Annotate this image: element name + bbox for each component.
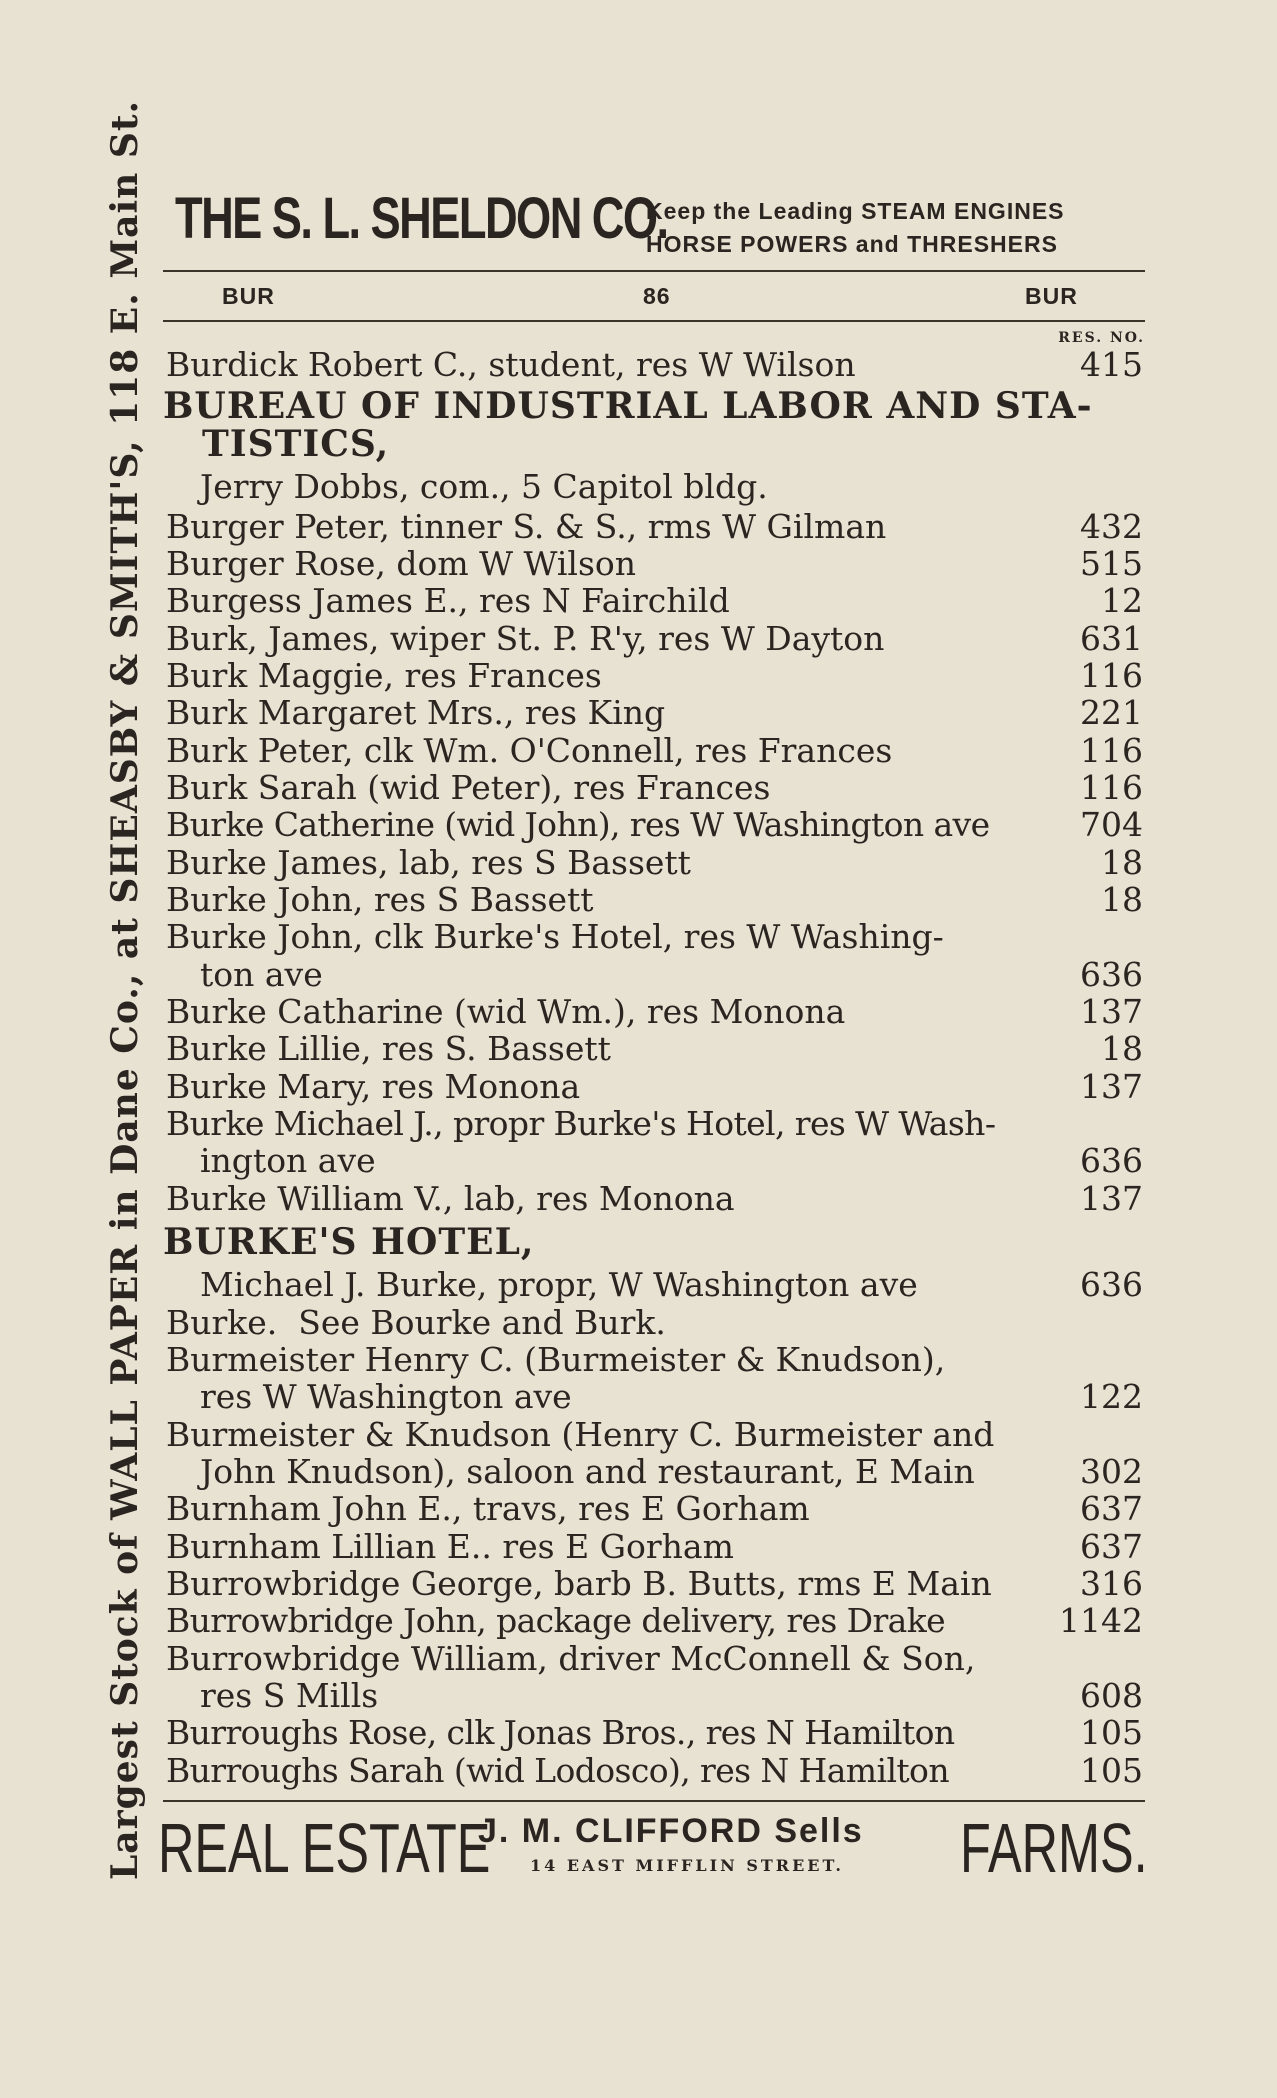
entry-text: Burroughs Rose, clk Jonas Bros., res N Hamilton (166, 1713, 955, 1752)
residence-number: 18 (1101, 880, 1143, 919)
entry-text: Burnham Lillian E.. res E Gorham (166, 1527, 734, 1566)
entry-text: Burrowbridge George, barb B. Butts, rms E Main (166, 1564, 992, 1603)
entry-text: Burger Rose, dom W Wilson (166, 544, 637, 583)
residence-number: 1142 (1059, 1601, 1143, 1640)
list-item (0, 1602, 1277, 1639)
residence-number: 432 (1080, 507, 1143, 546)
list-item (0, 1565, 1277, 1602)
residence-number: 221 (1080, 693, 1143, 732)
entry-text: Burk Peter, clk Wm. O'Connell, res Frances (166, 731, 893, 770)
list-item (0, 918, 1277, 955)
entry-text: Burrowbridge William, driver McConnell & Son, (166, 1639, 976, 1678)
residence-number: 116 (1080, 768, 1143, 807)
list-item (0, 1528, 1277, 1565)
running-head-rule (163, 320, 1145, 322)
entry-text: Burke Catharine (wid Wm.), res Monona (166, 992, 846, 1031)
entry-text: Burke James, lab, res S Bassett (166, 843, 691, 882)
list-item (0, 993, 1277, 1030)
section-heading-continued: TISTICS, (202, 423, 390, 465)
residence-number: 631 (1080, 619, 1143, 658)
list-item (0, 881, 1277, 918)
entry-text: res S Mills (200, 1676, 379, 1715)
entry-text: Burk, James, wiper St. P. R'y, res W Dayton (166, 619, 885, 658)
entry-text: Burrowbridge John, package delivery, res Drake (166, 1601, 946, 1640)
residence-number: 116 (1080, 656, 1143, 695)
entry-text: Burke Mary, res Monona (166, 1067, 581, 1106)
entry-text: Burk Margaret Mrs., res King (166, 693, 666, 732)
residence-number: 12 (1101, 581, 1143, 620)
running-head-right: BUR (1025, 283, 1078, 309)
running-head-left: BUR (222, 283, 275, 309)
list-item (0, 1416, 1277, 1453)
list-item (0, 1714, 1277, 1751)
list-item (0, 582, 1277, 619)
entry-text: ton ave (200, 955, 323, 994)
residence-number: 18 (1101, 843, 1143, 882)
footer-ad-address: 14 EAST MIFFLIN STREET. (530, 1856, 844, 1875)
residence-number: 105 (1080, 1713, 1143, 1752)
footer-rule (163, 1800, 1145, 1802)
entry-text: Burnham John E., travs, res E Gorham (166, 1489, 810, 1528)
residence-number: 636 (1080, 955, 1143, 994)
list-item (0, 1180, 1277, 1217)
ad-tagline-1: Keep the Leading STEAM ENGINES (646, 198, 1065, 224)
page-number: 86 (643, 283, 671, 309)
entry-text: Burdick Robert C., student, res W Wilson (166, 345, 856, 384)
entry-text: Burger Peter, tinner S. & S., rms W Gilman (166, 507, 887, 546)
residence-number: 515 (1080, 544, 1143, 583)
list-item (0, 1105, 1277, 1142)
residence-number: 608 (1080, 1676, 1143, 1715)
list-item (0, 1068, 1277, 1105)
residence-number: 18 (1101, 1029, 1143, 1068)
list-item (0, 1266, 1277, 1303)
list-item (0, 1640, 1277, 1677)
list-item-continued (0, 1142, 1277, 1179)
residence-number: 704 (1080, 805, 1143, 844)
list-item (0, 508, 1277, 545)
residence-number: 302 (1080, 1452, 1143, 1491)
entry-text: Michael J. Burke, propr, W Washington ave (200, 1265, 918, 1304)
list-item-continued (0, 1378, 1277, 1415)
residence-number: 636 (1080, 1141, 1143, 1180)
section-heading: BURKE'S HOTEL, (163, 1221, 535, 1263)
list-item-continued (0, 1677, 1277, 1714)
entry-text: Burke John, clk Burke's Hotel, res W Washing- (166, 917, 944, 956)
entry-text: Burk Maggie, res Frances (166, 656, 602, 695)
residence-number: 122 (1080, 1377, 1143, 1416)
residence-number: 636 (1080, 1265, 1143, 1304)
residence-number: 415 (1080, 345, 1143, 384)
residence-number: 637 (1080, 1489, 1143, 1528)
list-item (0, 844, 1277, 881)
entry-text: Burke William V., lab, res Monona (166, 1179, 735, 1218)
residence-number: 116 (1080, 731, 1143, 770)
entry-text: Burmeister & Knudson (Henry C. Burmeister and (166, 1415, 995, 1454)
entry-text: Burke Michael J., propr Burke's Hotel, res W Wash- (166, 1104, 996, 1143)
entry-text: ington ave (200, 1141, 376, 1180)
entry-text: Burke John, res S Bassett (166, 880, 594, 919)
residence-number: 637 (1080, 1527, 1143, 1566)
list-item (0, 1341, 1277, 1378)
list-item (0, 346, 1277, 383)
entry-text: Burmeister Henry C. (Burmeister & Knudson), (166, 1340, 946, 1379)
entry-text: Burk Sarah (wid Peter), res Frances (166, 768, 771, 807)
list-item (0, 769, 1277, 806)
header-rule (163, 270, 1145, 272)
entry-text: Burke Catherine (wid John), res W Washington ave (166, 805, 990, 844)
residence-number: 137 (1080, 1067, 1143, 1106)
entry-text: Burroughs Sarah (wid Lodosco), res N Hamilton (166, 1751, 949, 1790)
list-item (0, 1030, 1277, 1067)
advertiser-name: THE S. L. SHELDON CO. (175, 186, 668, 251)
entry-text: res W Washington ave (200, 1377, 572, 1416)
section-heading: BUREAU OF INDUSTRIAL LABOR AND STA- (163, 385, 1093, 427)
entry-text: Burgess James E., res N Fairchild (166, 581, 730, 620)
footer-advertisement (158, 1808, 1148, 1888)
entry-text: Burke. See Bourke and Burk. (166, 1303, 666, 1342)
list-item (0, 732, 1277, 769)
list-item-continued (0, 1453, 1277, 1490)
footer-ad-middle: J. M. CLIFFORD Sells (478, 1812, 864, 1850)
entry-text: John Knudson), saloon and restaurant, E Main (200, 1452, 975, 1491)
residence-number: 137 (1080, 992, 1143, 1031)
entry-text: Burke Lillie, res S. Bassett (166, 1029, 611, 1068)
side-advertisement: Largest Stock of WALL PAPER in Dane Co., at SHEASBY & SMITH'S, 118 E. Main St. (104, 99, 146, 1880)
column-label: RES. NO. (1058, 330, 1145, 346)
list-item (0, 468, 1277, 505)
list-item (0, 545, 1277, 582)
list-item (0, 1490, 1277, 1527)
entry-text: Jerry Dobbs, com., 5 Capitol bldg. (200, 467, 768, 506)
residence-number: 137 (1080, 1179, 1143, 1218)
header-advertisement (170, 180, 1145, 265)
footer-ad-left: REAL ESTATE (158, 1809, 491, 1887)
list-item (0, 1304, 1277, 1341)
footer-ad-right: FARMS. (960, 1809, 1148, 1887)
ad-tagline-2: HORSE POWERS and THRESHERS (646, 231, 1058, 257)
list-item-continued (0, 956, 1277, 993)
residence-number: 105 (1080, 1751, 1143, 1790)
list-item (0, 694, 1277, 731)
list-item (0, 1752, 1277, 1789)
list-item (0, 620, 1277, 657)
list-item (0, 806, 1277, 843)
list-item (0, 657, 1277, 694)
residence-number: 316 (1080, 1564, 1143, 1603)
